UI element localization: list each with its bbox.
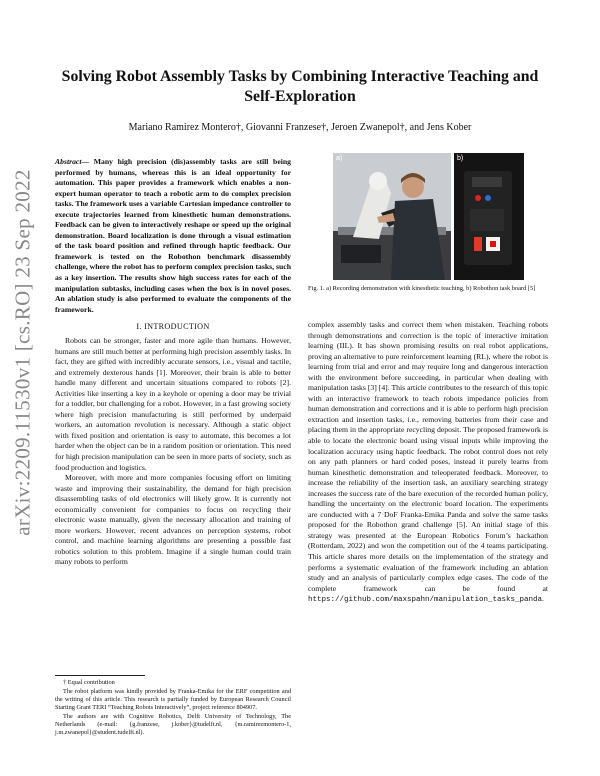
arxiv-sidebar <box>8 110 38 590</box>
title-line-2: Self-Exploration <box>244 88 356 105</box>
footnote-equal-contribution: † Equal contribution <box>63 679 115 686</box>
right-column-text: complex assembly tasks and correct them when mistaken. Teaching robots through demonstrations and correction is the topic of interactive imitation learning (IIL). It has shown promising results on real robot applications, proving an alternative to pure reinforcement learning (RL), where the robot is learning from trial and error and may require long and dangerous interaction with the environment before succeeding, in particular when dealing with manipulation tasks [3] [4]. This article contributes to the research of this topic with an interactive framework to teach robots impedance policies from human demonstration and corrections and it is able to perform high precision extraction and insertion tasks, i.e., removing batteries from their case and placing them in the appropriate recycling deposit. The proposed framework is able to locate the electronic board using visual inputs while improving the localization accuracy using haptic feedback. The robot control does not rely on any path planners or hard coded poses, instead it purely learns from human kinesthetic demonstration and teleoperated feedback. Moreover, to increase the reliability of the insertion task, an auxiliary searching strategy increases the success rate of the bare execution of the recorded human policy, handling the uncertainty on the electronic board location. The experiments are conducted with a 7 DoF Franka-Emika Panda and solve the same tasks proposed for the Robothon grand challenge [5]. An initial stage of this strategy was presented at the European Robotics Forum’s hackathon (Rotterdam, 2022) and won the competition out of the 4 teams participating. This article shares more details on the implementation of the strategy and performs a systematic evaluation of the framework including an ablation study and an analysis of particularly complex edge cases. The code of the complete framework can be found at <box>308 320 548 593</box>
intro-right-column <box>308 320 548 606</box>
figure-label-a: a) <box>336 155 343 162</box>
right-column-end: . <box>542 594 544 604</box>
intro-paragraph: Moreover, with more and more companies focusing effort on limiting waste and improving their sustainability, the demand for high precision disassembling tasks of old electronics will likely grow. It is currently not economically convenient for companies to focus on recycling their electronic waste manually, given the necessary allocation and training of more workers. However, recent advances on perception systems, robot control, and machine learning algorithms are presenting a possible fast robotics solution to this problem. Imagine if a single human could train many robots to perform <box>55 473 291 567</box>
title-line-1: Solving Robot Assembly Tasks by Combining Interactive Teaching and <box>61 68 539 85</box>
arxiv-identifier: arXiv:2209.11530v1 [cs.RO] 23 Sep 2022 <box>10 169 35 536</box>
section-heading: I. INTRODUCTION <box>136 322 210 331</box>
figure-label-b: b) <box>457 155 464 162</box>
footnotes <box>55 675 291 738</box>
figure-1 <box>333 153 524 280</box>
abstract-text: — Many high precision (dis)assembly tasks are still being performed by humans, whereas this is an ideal opportunity for automation. This paper provides a framework which enables a non-expert human operator to teach a robotic arm to do complex precision tasks. The framework uses a variable Cartesian impedance controller to execute trajectories learned from kinesthetic human demonstrations. Feedback can be given to interactively reshape or speed up the original demonstration. Board localization is done through a visual estimation of the task board position and refined through haptic feedback. Our framework is tested on the Robothon benchmark disassembly challenge, where the robot has to perform complex precision tasks, such as a key insertion. The results show high success rates for each of the manipulation subtasks, including cases when the box is in novel poses. An ablation study is also performed to evaluate the components of the framework. <box>55 157 291 314</box>
figure-caption: Fig. 1. a) Recording demonstration with kinesthetic teaching, b) Robothon task board [5] <box>308 285 536 292</box>
footnote-rule <box>55 675 145 676</box>
footnote-funding: The robot platform was kindly provided by Franka-Emika for the ERF competition and the writing of this article. This research is partially funded by European Research Council Starting Grant TERI “Teaching Robots Interactively”, project reference 804907. <box>55 688 291 711</box>
code-url[interactable]: https://github.com/maxspahn/manipulation_tasks_panda <box>308 596 543 605</box>
paper-title <box>50 67 550 107</box>
footnote-affiliation: The authors are with Cognitive Robotics, Delft University of Technology, The Netherlands (e-mail: {g.franzese, j.kober}@tudelft.nl, {m.ramirezmontero-1, j.m.zwanepol}@student.tudelft.nl). <box>55 713 291 736</box>
abstract-lead: Abstract <box>55 157 82 166</box>
kinesthetic-teaching-photo <box>333 153 451 280</box>
author-list: Mariano Ramirez Montero†, Giovanni Franzese†, Jeroen Zwanepol†, and Jens Kober <box>128 122 472 133</box>
intro-paragraph-continued <box>308 320 548 606</box>
abstract <box>55 157 291 315</box>
intro-left-column <box>55 336 291 568</box>
intro-paragraph: Robots can be stronger, faster and more agile than humans. However, humans are still much better at performing high precision assembly tasks. In fact, they are gifted with incredibly accurate sensors, i.e., visual and tactile, and extremely dexterous hands [1]. Moreover, their brain is able to better handle many different and uncertain situations compared to robots [2]. Activities like inserting a key in a keyhole or opening a door may be trivial for a toddler, but challenging for a robot. However, in a fast growing society where high precision manufacturing is still performed by underpaid workers, an automation revolution is necessary. Although a static object with fixed position and orientation is easy to automate, this becomes a lot harder when the object can be in a random position or orientation. This need for high precision manipulation can be seen in more parts of society, such as food production and logistics. <box>55 336 291 472</box>
task-board-photo <box>454 153 524 280</box>
